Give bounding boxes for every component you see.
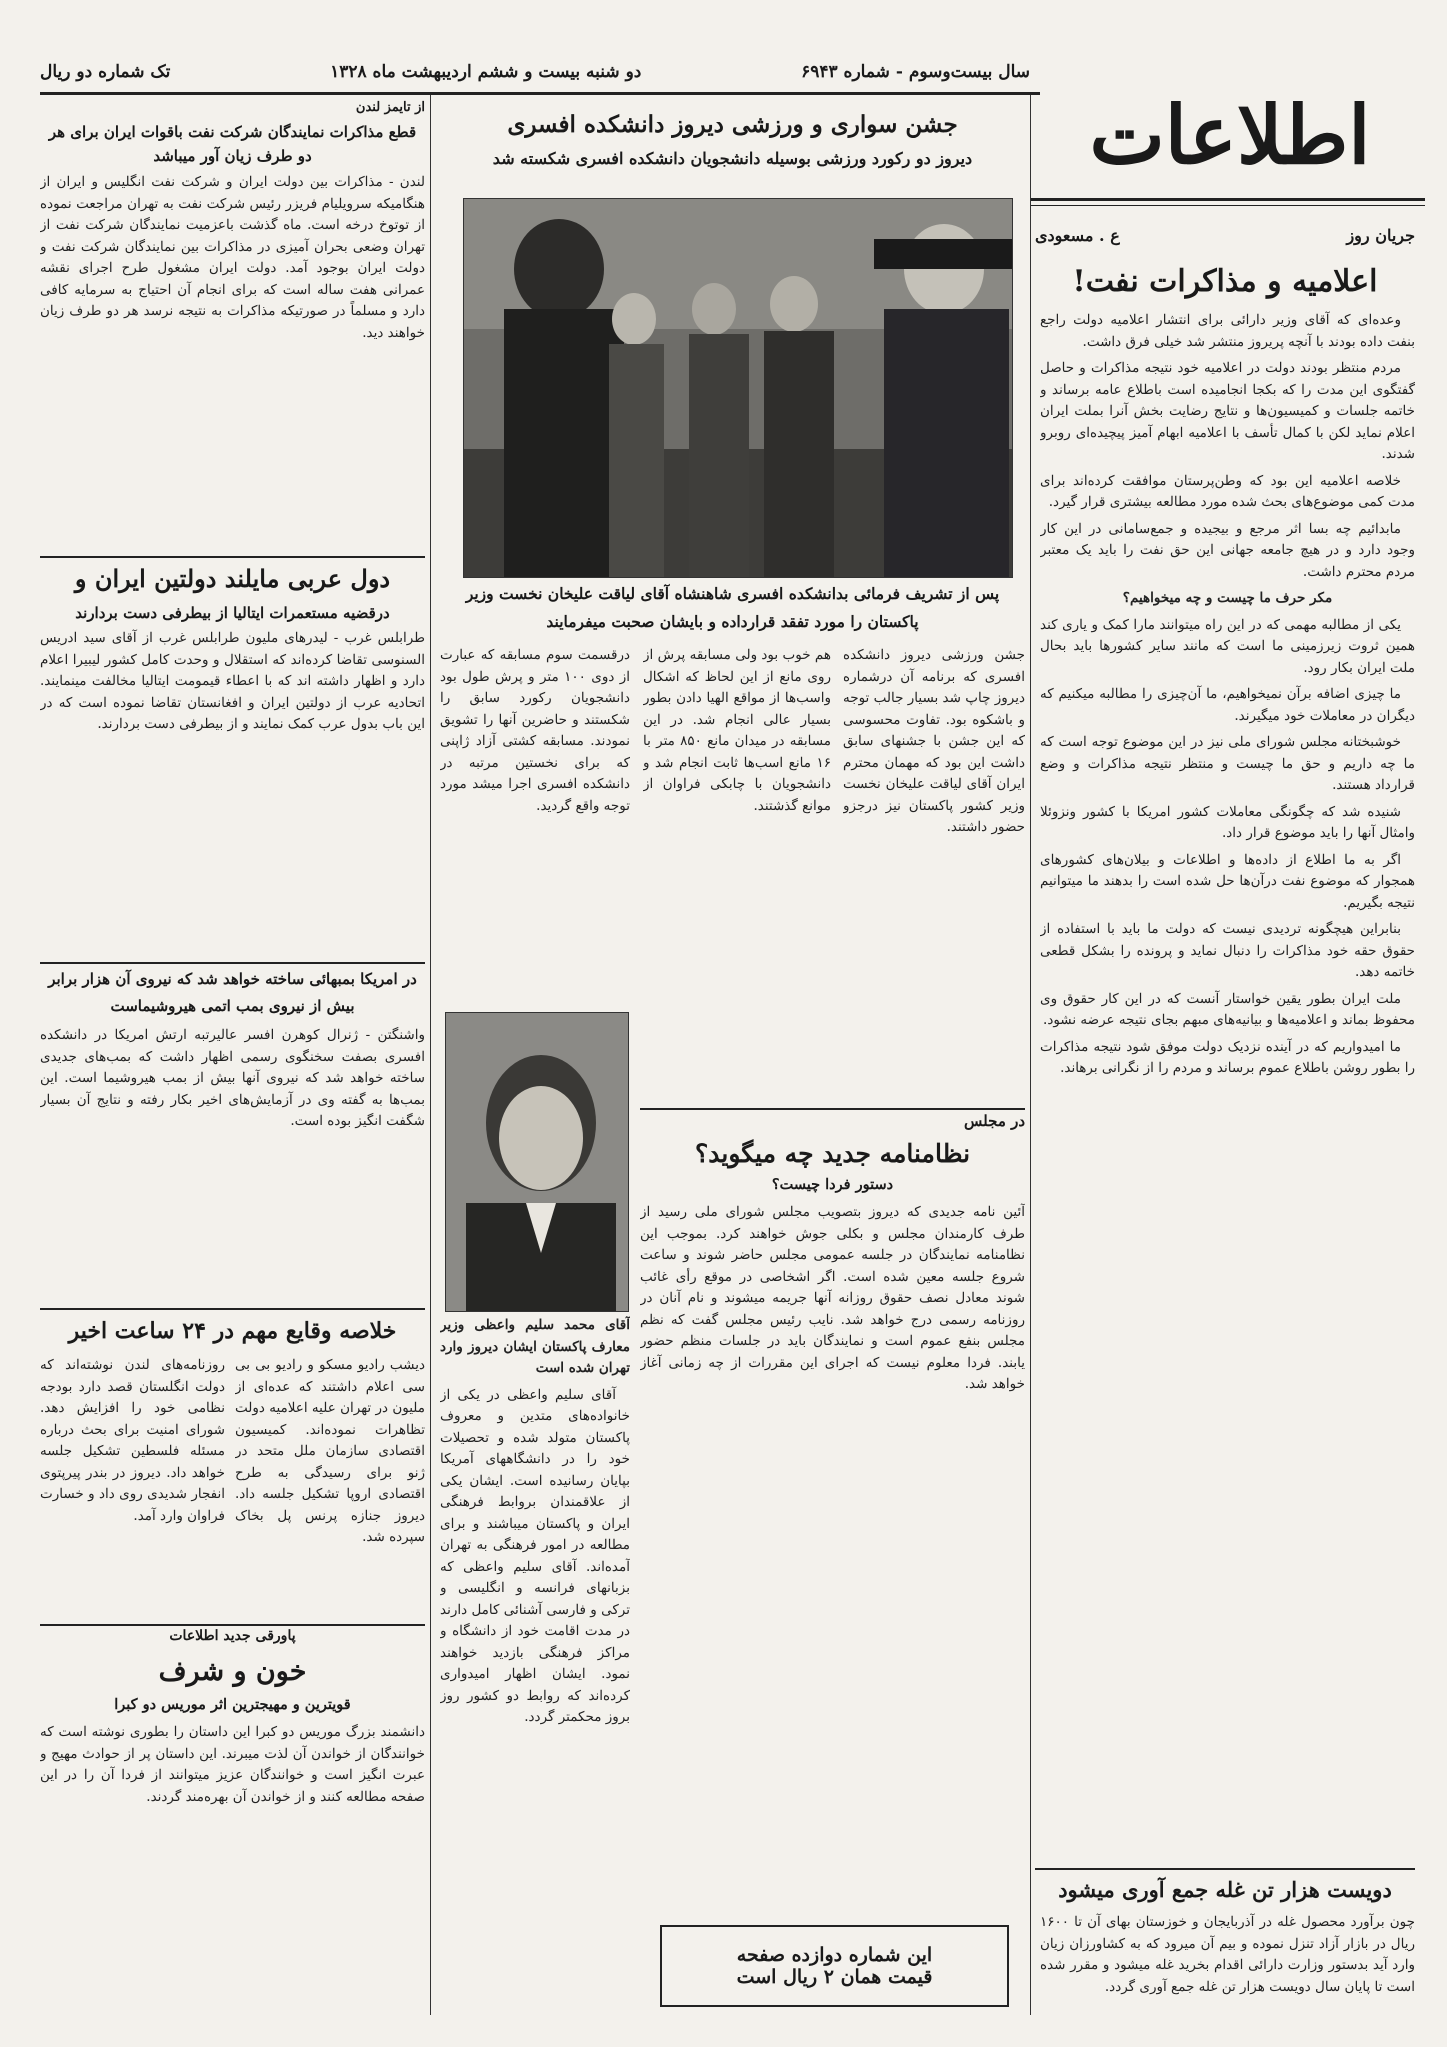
paragraph: خلاصه اعلامیه این بود که وطن‌پرستان موافقت کرده‌اند برای مدت کمی موضوع‌های بحث شده مورد مطالعه بیشتری قرار گیرد. (1040, 472, 1415, 510)
news24-column-2: روزنامه‌های لندن نوشته‌اند که دولت انگلستان قصد دارد بودجه نظامی خود را افزایش دهد. شورای امنیت برای بحث درباره مسئله فلسطین تشکیل جلسه خواهد داد. دیروز در بندر پیرپتوی انفجار شدیدی روی داد و خسارت فراوان وارد آمد. (40, 1357, 225, 1524)
paragraph: مردم منتظر بودند دولت در اعلامیه خود نتیجه مذاکرات و حاصل گفتگوی این مدت را که بکجا انجامیده است باطلاع عامه برساند و خاتمه جلسات و کمیسیون‌ها و نتایج رضایت بخش آنرا بملت ایران اعلام نماید لکن با کمال تأسف با اعلامیه ابهام آمیز پیچیده‌ای روبرو شدند. (1040, 360, 1415, 462)
column-divider (430, 95, 431, 2015)
paragraph: وعده‌ای که آقای وزیر دارائی برای انتشار اعلامیه دولت راجع بنفت داده بودند با آنچه پریروز منتشر شد خیلی فرق داشت. (1040, 312, 1415, 350)
news24-column-1: دیشب رادیو مسکو و رادیو بی بی سی اعلام داشتند که عده‌ای از ملیون در تهران علیه اعلامیه دولت تظاهرات نموده‌اند. کمیسیون اقتصادی سازمان ملل متحد در ژنو برای رسیدگی به طرح اقتصادی اروپا تشکیل جلسه داد. دیروز جنازه پرنس پل بخاک سپرده شد. (235, 1357, 425, 1545)
sports-column-3: درقسمت سوم مسابقه که عبارت از دوی ۱۰۰ متر و پرش طول بود دانشجویان رکورد سابق را شکستند و حاضرین آنها را تشویق نمودند. مسابقه کشتی آزاد ژاپنی که برای نخستین مرتبه در دانشکده افسری اجرا میشد مورد توجه واقع گردید. (440, 647, 630, 814)
header-rule (40, 92, 1040, 95)
oil-body: لندن - مذاکرات بین دولت ایران و شرکت نفت انگلیس و ایران از هنگامیکه سرویلیام فریزر رئیس شرکت نفت به تهران مراجعت نموده از توتوخ درخه است. ماه گذشت باعزمیت نمایندگان شرکت نفت از تهران وضعی بحران آمیزی در مذاکرات بین نمایندگان شرکت نفت و دولت ایران بوجود آمد. دولت ایران مشغول طرح اجرای نقشه عمرانی هفت ساله است که برای انجام آن احتیاج به سرمایه کافی دارد و مسلماً در صورتیکه مذاکرات به نتیجه نرسد هر دو طرف زیان خواهند دید. (40, 174, 425, 341)
paragraph: اگر به ما اطلاع از داده‌ها و اطلاعات و بیلان‌های کشورهای همجوار که موضوع نفت درآن‌ها حل شده است را بدهند ما میتوانیم نتیجه بگیریم. (1040, 851, 1415, 911)
novel-body: دانشمند بزرگ موریس دو کبرا این داستان را بطوری نوشته است که خوانندگان از خواندن آن لذت میبرند. این داستان پر از حوادث مهیج و عبرت انگیز است و خوانندگان عزیز میتوانند از فردا آن را در این صفحه مطالعه کنند و از خواندن آن بهره‌مند گردند. (40, 1724, 425, 1805)
paragraph: ما امیدواریم که در آینده نزدیک دولت موفق شود نتیجه مذاکرات را بطور روشن باطلاع عموم برساند و مردم را از نگرانی برهاند. (1040, 1038, 1415, 1076)
novel-section: پاورقی جدید اطلاعات (169, 1628, 296, 1644)
section-rule (40, 1308, 425, 1310)
editorial-body (1040, 310, 1415, 1860)
portrait-image (446, 1013, 628, 1311)
column-divider (1030, 95, 1031, 2015)
editorial-author: ع . مسعودی (1035, 225, 1120, 245)
editorial-title: اعلامیه و مذاکرات نفت! (1072, 264, 1378, 299)
paragraph: آقای سلیم واعظی در یکی از خانواده‌های متدین و معروف پاکستان متولد شده و تحصیلات خود را در دانشگاههای آمریکا بپایان رسانیده است. ایشان یکی از علاقمندان بروابط فرهنگی ایران و پاکستان میباشند و برای مطالعه در امور فرهنگی به تهران آمده‌اند. آقای سلیم واعظی که بزبانهای فرانسه و انگلیسی و ترکی و فارسی آشنائی کامل دارند در مدت اقامت خود از دانشگاه و مراکز فرهنگی بازدید خواهند نمود. ایشان اظهار امیدواری کرده‌اند که روابط دو کشور روز بروز محکمتر گردد. (440, 1386, 630, 1725)
novel-subtitle: قویترین و مهیجترین اثر موریس دو کبرا (114, 1696, 351, 1713)
editorial-section: جریان روز (1346, 225, 1415, 245)
paragraph: یکی از مطالبه مهمی که در این راه میتوانند مارا کمک و یاری کند همین ثروت زیرزمینی ما است که مانند سایر کشورها باید بحال ملت ایران بکار رود. (1040, 616, 1415, 676)
novel-title: خون و شرف (158, 1656, 307, 1687)
portrait-photo (445, 1012, 629, 1312)
paragraph: ملت ایران بطور یقین خواستار آنست که در این کار حقوق وی محفوظ بماند و اعلامیه‌ها و بیانیه‌های مبهم بجای نتیجه عرضه نشود. (1040, 990, 1415, 1028)
issue-number: سال بیست‌وسوم - شماره ۶۹۴۳ (801, 62, 1030, 82)
paragraph: ما چیزی اضافه برآن نمیخواهیم، ما آن‌چیزی را مطالبه میکنیم که دیگران در معاملات خود میگیرند. (1040, 686, 1415, 724)
sports-column-1: جشن ورزشی دیروز دانشکده افسری که برنامه آن درشماره دیروز چاپ شد بسیار جالب توجه و باشکوه بود. تفاوت محسوسی که این جشن با جشنهای سابق داشت این بود که مهمان محترم ایران آقای لیاقت علیخان نخست وزیر کشور پاکستان نیز درجزو حضور داشتند. (843, 647, 1025, 835)
section-rule (1035, 1868, 1415, 1870)
arab-subtitle: درقضیه مستعمرات ایتالیا از بیطرفی دست بردارند (75, 604, 390, 622)
parliament-title: نظامنامه جدید چه میگوید؟ (694, 1139, 971, 1168)
editorial-byline (1035, 215, 1415, 255)
paragraph: خوشبختانه مجلس شورای ملی نیز در این موضوع توجه است که ما چه داریم و حق ما چیست و منتظر نتیجه مذاکرات و وضع قرارداد هستند. (1040, 734, 1415, 793)
photo-image (464, 199, 1012, 577)
ministry-body (440, 1315, 630, 2015)
oil-title: قطع مذاکرات نمایندگان شرکت نفت باقوات ایران برای هر دو طرف زیان آور میباشد (48, 123, 417, 165)
portrait-caption: آقای محمد سلیم واعظی وزیر معارف پاکستان ایشان دیروز وارد تهران شده است (440, 1317, 630, 1376)
paragraph: بنابراین هیچگونه تردیدی نیست که دولت ما باید با استفاده از حقوق حقه خود مذاکرات را دنبال نماید و پرونده را بشکل قطعی خاتمه دهد. (1040, 921, 1415, 980)
notice-line-2: قیمت همان ۲ ریال است (736, 1966, 933, 1988)
americans-body: واشنگتن - ژنرال کوهرن افسر عالیرتبه ارتش امریکا در دانشکده افسری بصفت سخنگوی رسمی اظهار داشت که بمب‌های جدیدی ساخته خواهد شد که نیروی آنها بیش از بمب هیروشیما است. این بمب‌ها به گفته وی در آزمایش‌های اخیر بکار رفته و نتایج آن بسیار شگفت انگیز بوده است. (40, 1027, 425, 1129)
sports-caption: پس از تشریف فرمائی بدانشکده افسری شاهنشاه آقای لیاقت علیخان نخست وزیر پاکستان را مورد تفقد قرارداده و بایشان صحبت میفرمایند (465, 584, 1000, 631)
issue-price: تک شماره دو ریال (40, 62, 171, 82)
grain-title: دویست هزار تن غله جمع آوری میشود (1058, 1877, 1392, 1902)
sports-photo (463, 198, 1013, 578)
arab-body: طرابلس غرب - لیدرهای ملیون طرابلس غرب از آقای سید ادریس السنوسی تقاضا کرده‌اند که استقلال و وحدت کامل کشور لیبیرا اعلام دارد و اظهار داشته اند که با اعطاء قیمومت ایتالیا مخالفت مینمایند. اتحادیه عرب از دولتین ایران و افغانستان تقاضا نموده است که در این باب بدول عرب کمک نمایند و از بیطرفی دست بردارند. (40, 630, 425, 732)
americans-title: در امریکا بمبهائی ساخته خواهد شد که نیروی آن هزار برابر بیش از نیروی بمب اتمی هیروشیماست (48, 970, 417, 1015)
oil-source: از تایمز لندن (355, 100, 425, 115)
news24-title: خلاصه وقایع مهم در ۲۴ ساعت اخیر (68, 1318, 397, 1344)
arab-title: دول عربی مایلند دولتین ایران و (74, 564, 391, 593)
sports-headline: جشن سواری و ورزشی دیروز دانشکده افسری (507, 111, 958, 138)
section-rule (640, 1108, 1025, 1110)
section-rule (40, 962, 425, 964)
section-rule (40, 1624, 425, 1626)
masthead-rule (1030, 198, 1425, 201)
section-rule (40, 556, 425, 558)
parliament-section: در مجلس (964, 1112, 1025, 1130)
issue-date: دو شنبه بیست و ششم اردیبهشت ماه ۱۳۲۸ (330, 62, 642, 82)
masthead-logo: اطلاعات (1089, 88, 1371, 182)
paragraph: مابدائیم چه بسا اثر مرجع و بیجیده و جمع‌سامانی در این کار وجود دارد و در هیچ جامعه جهانی این حق نفت را باید یک معتبر مردم محترم داشت. (1040, 520, 1415, 580)
price-notice (660, 1925, 1009, 2007)
parliament-subtitle: دستور فردا چیست؟ (771, 1176, 894, 1193)
header-strip (40, 52, 1030, 92)
paragraph: شنیده شد که چگونگی معاملات کشور امریکا با کشور ونزوئلا وامثال آنها را باید موضوع قرار داد. (1040, 803, 1415, 841)
grain-body: چون برآورد محصول غله در آذربایجان و خوزستان بهای آن تا ۱۶۰۰ ریال در بازار آزاد تنزل نموده و بیم آن میرود که به کشاورزان زیان وارد آید بدستور وزارت دارائی اقدام بخرید غله میشود و مقرر شده است تا پایان سال دویست هزار تن غله جمع آوری گردد. (1040, 1914, 1415, 1995)
sports-subhead: دیروز دو رکورد ورزشی بوسیله دانشجویان دانشکده افسری شکسته شد (492, 149, 973, 168)
parliament-body: آئین نامه جدیدی که دیروز بتصویب مجلس شورای ملی رسید از طرف کارمندان مجلس و بکلی جوش خواهند کرد. بموجب این نظامنامه نمایندگان در جلسه عمومی مجلس حاضر شوند و ساعت شروع جلسه معین شده است. اگر اشخاصی در موقع رأی غائب شوند معادل نصف حقوق روزانه آنها جریمه میشوند و نام آنان در روزنامه رسمی درج خواهد شد. نایب رئیس مجلس گفت که نظم مجلس بنفع عموم است و نمایندگان باید در جلسات منظم حضور یابند. فردا معلوم نیست که اجرای این مقررات از چه زمانی آغاز خواهد شد. (640, 1204, 1025, 1392)
sports-column-2: هم خوب بود ولی مسابقه پرش از روی مانع از این لحاظ که اشکال واسب‌ها از مواقع الهیا دادن بطور بسیار عالی انجام شد. در این مسابقه در میدان مانع ۸۵۰ متر با ۱۶ مانع اسب‌ها ثابت انجام شد و دانشجویان با چابکی فراوان از موانع گذشتند. (643, 647, 831, 814)
notice-line-1: این شماره دوازده صفحه (736, 1944, 933, 1966)
masthead-rule-thin (1030, 205, 1425, 206)
paragraph: مکر حرف ما چیست و چه میخواهیم؟ (1122, 590, 1333, 606)
